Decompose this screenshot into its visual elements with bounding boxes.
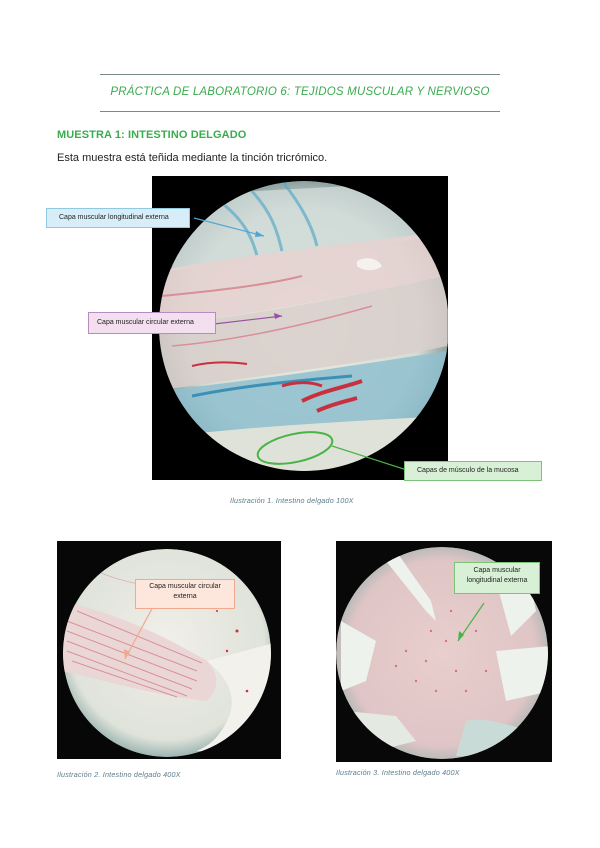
figure-2-micrograph [57, 541, 281, 759]
callout-fig2-line2: externa [173, 593, 197, 600]
page-header-title: PRÁCTICA DE LABORATORIO 6: TEJIDOS MUSCULAR Y NERVIOSO [110, 86, 490, 98]
callout-fig3-line2: longitudinal externa [466, 577, 528, 584]
callout-fig3-line1: Capa muscular [473, 567, 521, 574]
figure-1-caption: Ilustración 1. Intestino delgado 100X [230, 496, 354, 505]
micrograph-image [57, 541, 281, 759]
callout-fig3-longitudinal [454, 562, 540, 594]
callout-circular-layer: Capa muscular circular externa [88, 312, 216, 334]
callout-fig2-circular [135, 579, 235, 609]
figure-2-caption: Ilustración 2. Intestino delgado 400X [57, 770, 181, 779]
header-bottom-rule [100, 111, 500, 112]
intro-paragraph: Esta muestra está teñida mediante la tinción tricrómico. [57, 152, 328, 164]
callout-longitudinal-layer: Capa muscular longitudinal externa [46, 208, 190, 228]
figure-3-caption: Ilustración 3. Intestino delgado 400X [336, 768, 460, 777]
header-top-rule [100, 74, 500, 75]
callout-mucosa-muscle: Capas de músculo de la mucosa [404, 461, 542, 481]
callout-fig2-line1: Capa muscular circular [149, 583, 221, 590]
section-heading: MUESTRA 1: INTESTINO DELGADO [57, 129, 247, 141]
